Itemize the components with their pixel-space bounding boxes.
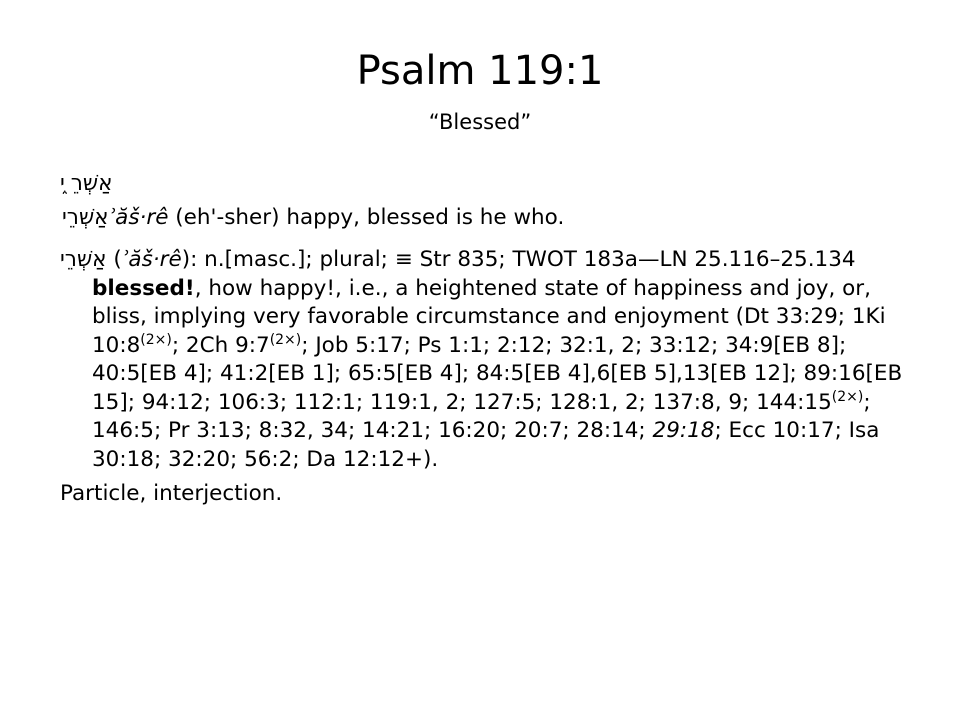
entry-hebrew: אַשְׁרֵי — [60, 247, 107, 272]
entry-transliteration: ʾăš·rê — [121, 247, 182, 272]
lexicon-entry: אַשְׁרֵי (ʾăš·rê): n.[masc.]; plural; ≡ Str 835; TWOT 183a—LN 25.116–25.134 blessed!, how happy!, i.e., a heightened state of happiness and joy, or, bliss, implying very favorable circumstance and enjoyment (Dt 33:29; 1Ki $10:8^{(2\times)}$; 2Ch $9:7^{(2\times)}$; Job 5:17; Ps 1:1; 2:12; 32:1, 2; 33:12; 34:9[EB 8]; 40:5[EB 4]; 41:2[EB 1]; 65:5[EB 4]; 84:5[EB 4],6[EB 5],13[EB 12]; 89:16[EB 15]; 94:12; 106:3; 112:1; 119:1, 2; 127:5; 128:1, 2; 137:8, 9; $144:15^{(2\times)}$; 146:5; Pr 3:13; 8:32, 34; 14:21; 16:20; 20:7; 28:14; 29:18; Ecc 10:17; Isa 30:18; 32:20; 56:2; Da 12:12+). — [60, 247, 903, 472]
entry-sup-2: (2×) — [269, 331, 302, 348]
entry-text-5: ; 146:5; Pr 3:13; 8:32, 34; 14:21; 16:20; 20:7; 28:14; — [92, 389, 871, 443]
entry-text-3: ; 2Ch 9:7 — [171, 332, 270, 358]
definition-line — [60, 204, 920, 246]
definition-text: (eh'-sher) happy, blessed is he who. — [168, 205, 565, 230]
entry-text-1: ): n.[masc.]; plural; ≡ Str 835; TWOT 183a—LN 25.116–25.134 — [181, 247, 856, 272]
part-of-speech: Particle, interjection. — [60, 481, 283, 506]
entry-text-4: ; Job 5:17; Ps 1:1; 2:12; 32:1, 2; 33:12; 34:9[EB 8]; 40:5[EB 4]; 41:2[EB 1]; 65:5[EB 4]; 84:5[EB 4],6[EB 5],13[EB 12]; 89:16[EB 15]; 94:12; 106:3; 112:1; 119:1, 2; 127:5; 128:1, 2; 137:8, 9; 144:15 — [92, 332, 903, 415]
part-of-speech-line — [60, 480, 920, 509]
entry-bold-gloss: blessed! — [92, 275, 195, 301]
slide-body — [60, 170, 920, 509]
entry-sup-3: (2×) — [831, 388, 864, 405]
slide-title: Psalm 119:1 — [356, 48, 604, 94]
hebrew-word-inline: אַשְׁרֵי — [62, 205, 109, 230]
entry-text-6: ; Ecc 10:17; Isa 30:18; 32:20; 56:2; Da 12:12+). — [92, 418, 880, 472]
entry-sup-1: (2×) — [140, 331, 172, 348]
hebrew-word: אַשְׁרֵ ֑י — [60, 171, 113, 196]
entry-italic-ref: 29:18 — [652, 418, 715, 443]
slide-subtitle: “Blessed” — [428, 110, 532, 134]
entry-text-2: , how happy!, i.e., a heightened state of happiness and joy, or, bliss, implying very favorable circumstance and enjoyment (Dt 33:29; 1Ki 10:8 — [92, 275, 886, 358]
transliteration: ʾăš·rê — [108, 205, 169, 230]
hebrew-heading-line — [60, 170, 920, 204]
